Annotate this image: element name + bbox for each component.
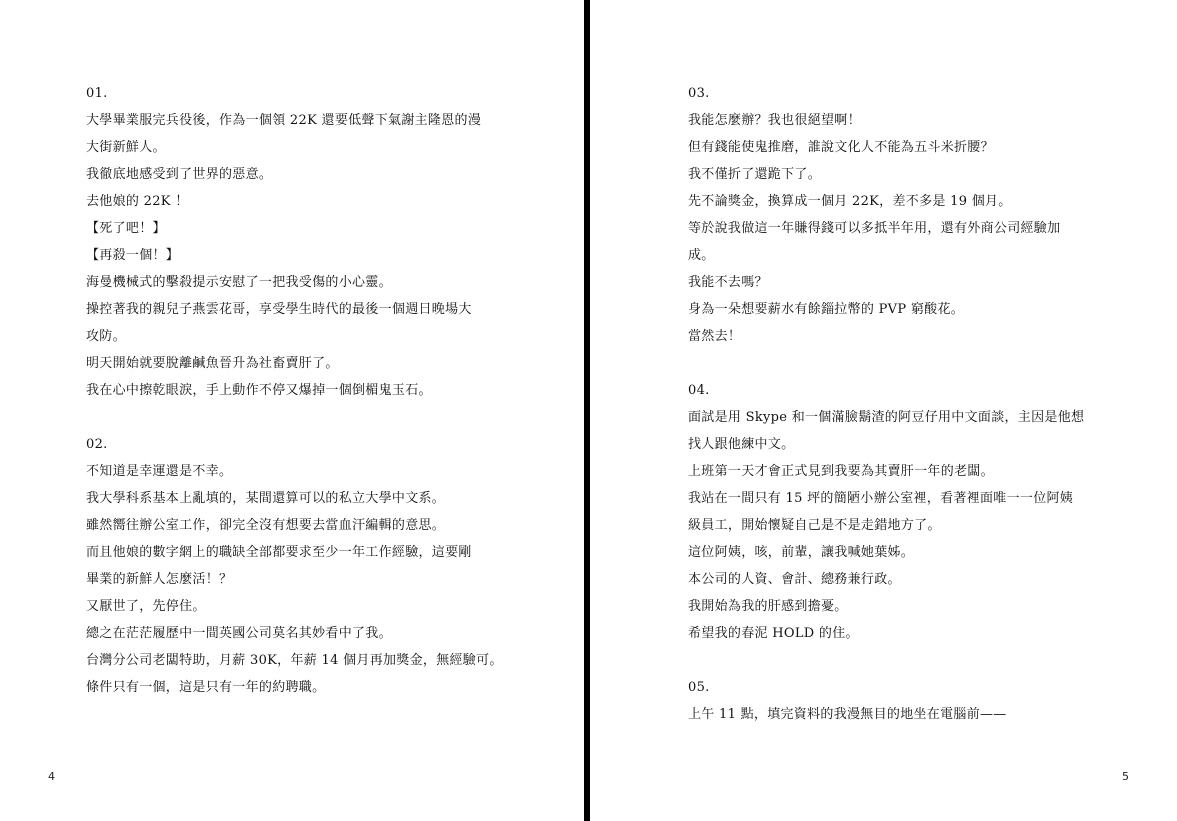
text-line: 雖然嚮往辦公室工作，卻完全沒有想要去當血汗編輯的意思。	[86, 518, 446, 533]
text-line: 找人跟他練中文。	[688, 437, 795, 452]
text-line: 面試是用 Skype 和一個滿臉鬍渣的阿豆仔用中文面談，主因是他想	[688, 410, 1085, 425]
page-number-left: 4	[48, 770, 55, 783]
text-line: 大街新鮮人。	[86, 140, 166, 155]
text-line: 我能不去嗎？	[688, 275, 768, 290]
left-page-text	[86, 80, 516, 701]
text-line: 畢業的新鮮人怎麼活！？	[86, 572, 233, 587]
text-line: 成。	[688, 248, 715, 263]
right-page	[590, 0, 1177, 821]
text-line: 我能怎麼辦？我也很絕望啊！	[688, 113, 861, 128]
left-page	[0, 0, 584, 821]
text-line: 明天開始就要脫離鹹魚晉升為社畜賣肝了。	[86, 356, 339, 371]
text-line: 又厭世了，先停住。	[86, 599, 206, 614]
text-line: 04.	[688, 383, 710, 398]
text-line: 先不論獎金，換算成一個月 22K，差不多是 19 個月。	[688, 194, 1012, 209]
text-line: 我徹底地感受到了世界的惡意。	[86, 167, 273, 182]
text-line: 本公司的人資、會計、總務兼行政。	[688, 572, 901, 587]
text-line: 但有錢能使鬼推磨，誰說文化人不能為五斗米折腰？	[688, 140, 994, 155]
text-line: 攻防。	[86, 329, 126, 344]
page-number-right: 5	[1122, 770, 1129, 783]
text-line: 03.	[688, 86, 710, 101]
text-line: 操控著我的親兒子燕雲花哥，享受學生時代的最後一個週日晚場大	[86, 302, 472, 317]
text-line: 希望我的春泥 HOLD 的住。	[688, 626, 859, 641]
text-line: 海曼機械式的擊殺提示安慰了一把我受傷的小心靈。	[86, 275, 392, 290]
text-line: 05.	[688, 680, 710, 695]
blank-line	[688, 350, 1118, 377]
text-line: 當然去！	[688, 329, 742, 344]
text-line: 【再殺一個！】	[86, 248, 180, 263]
text-line: 我開始為我的肝感到擔憂。	[688, 599, 848, 614]
blank-line	[86, 404, 516, 431]
text-line: 等於說我做這一年賺得錢可以多抵半年用，還有外商公司經驗加	[688, 221, 1061, 236]
right-page-text	[688, 80, 1118, 728]
text-line: 不知道是幸運還是不幸。	[86, 464, 233, 479]
text-line: 這位阿姨，咳，前輩，讓我喊她葉姊。	[688, 545, 915, 560]
text-line: 上班第一天才會正式見到我要為其賣肝一年的老闆。	[688, 464, 994, 479]
text-line: 級員工，開始懷疑自己是不是走錯地方了。	[688, 518, 941, 533]
text-line: 我大學科系基本上亂填的，某間還算可以的私立大學中文系。	[86, 491, 446, 506]
text-line: 條件只有一個，這是只有一年的約聘職。	[86, 680, 326, 695]
text-line: 02.	[86, 437, 108, 452]
blank-line	[688, 647, 1118, 674]
text-line: 大學畢業服完兵役後，作為一個領 22K 還要低聲下氣謝主隆恩的漫	[86, 113, 482, 128]
text-line: 我在心中擦乾眼淚，手上動作不停又爆掉一個倒楣鬼玉石。	[86, 383, 432, 398]
text-line: 我站在一間只有 15 坪的簡陋小辦公室裡，看著裡面唯一一位阿姨	[688, 491, 1074, 506]
text-line: 【死了吧！】	[86, 221, 166, 236]
text-line: 而且他娘的數字網上的職缺全部都要求至少一年工作經驗，這要剛	[86, 545, 472, 560]
text-line: 去他娘的 22K ！	[86, 194, 189, 209]
text-line: 上午 11 點，填完資料的我漫無目的地坐在電腦前——	[688, 707, 1007, 722]
text-line: 01.	[86, 86, 108, 101]
text-line: 我不僅折了還跪下了。	[688, 167, 822, 182]
text-line: 身為一朵想要薪水有餘錙拉幣的 PVP 窮酸花。	[688, 302, 965, 317]
text-line: 台灣分公司老闆特助，月薪 30K，年薪 14 個月再加獎金，無經驗可。	[86, 653, 503, 668]
text-line: 總之在茫茫履歷中一間英國公司莫名其妙看中了我。	[86, 626, 392, 641]
